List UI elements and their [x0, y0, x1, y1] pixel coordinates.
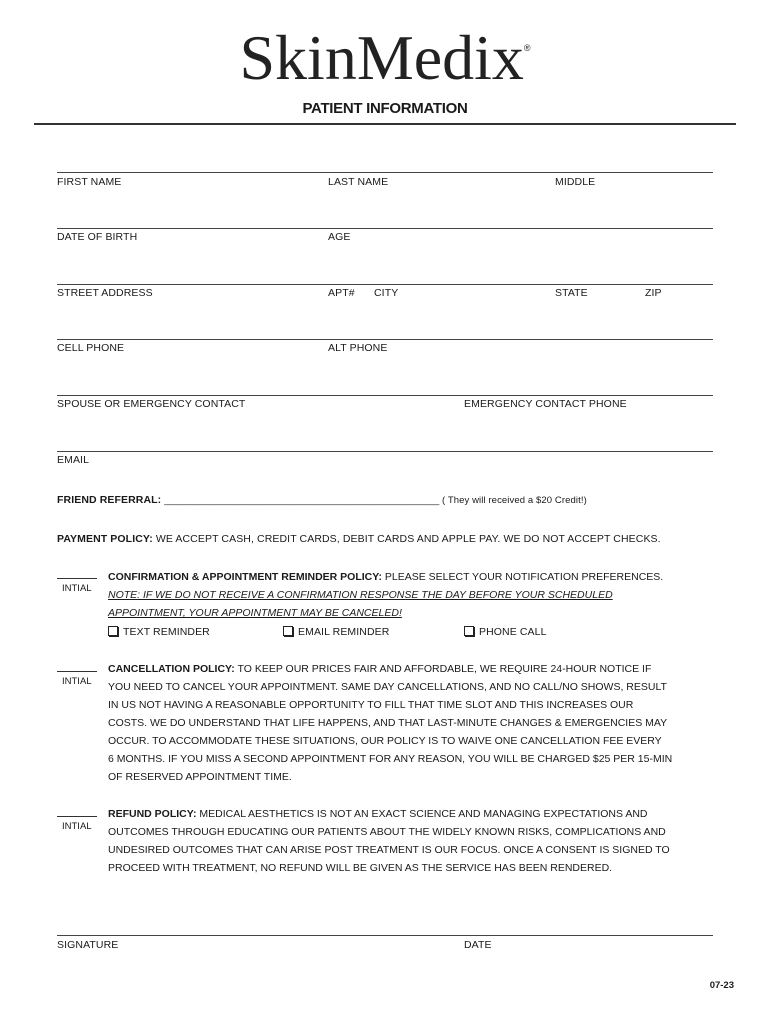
text-reminder-option[interactable]: TEXT REMINDER: [108, 626, 210, 638]
cancellation-line: OF RESERVED APPOINTMENT TIME.: [108, 771, 292, 783]
cancellation-line: TO KEEP OUR PRICES FAIR AND AFFORDABLE, WE REQUIRE 24-HOUR NOTICE IF: [234, 663, 652, 675]
emergency-contact-label: SPOUSE OR EMERGENCY CONTACT: [57, 398, 246, 410]
date-label: DATE: [464, 939, 492, 951]
phone-call-checkbox[interactable]: [464, 626, 474, 636]
signature-field-line[interactable]: [57, 935, 713, 936]
cancellation-line: YOU NEED TO CANCEL YOUR APPOINTMENT. SAME DAY CANCELLATIONS, AND NO CALL/NO SHOWS, RESULT: [108, 681, 667, 693]
confirmation-policy-label: CONFIRMATION & APPOINTMENT REMINDER POLICY:: [108, 571, 382, 583]
confirmation-note-line2: APPOINTMENT, YOUR APPOINTMENT MAY BE CANCELED!: [108, 607, 402, 619]
confirmation-policy-text: PLEASE SELECT YOUR NOTIFICATION PREFERENCES.: [381, 571, 664, 583]
payment-policy: [57, 533, 661, 545]
payment-policy-text: WE ACCEPT CASH, CREDIT CARDS, DEBIT CARDS AND APPLE PAY. WE DO NOT ACCEPT CHECKS.: [152, 533, 661, 545]
friend-referral: [57, 494, 587, 506]
first-name-label: FIRST NAME: [57, 176, 122, 188]
confirmation-initial-label: INTIAL: [62, 583, 92, 594]
confirmation-initial-line[interactable]: [57, 578, 97, 579]
confirmation-note-line1: NOTE: IF WE DO NOT RECEIVE A CONFIRMATION RESPONSE THE DAY BEFORE YOUR SCHEDULED: [108, 589, 613, 601]
cancellation-policy: [108, 660, 672, 786]
email-field-line[interactable]: [57, 451, 713, 452]
address-field-line[interactable]: [57, 284, 713, 285]
name-field-line[interactable]: [57, 172, 713, 173]
age-label: AGE: [328, 231, 351, 243]
phone-call-option[interactable]: PHONE CALL: [464, 626, 547, 638]
friend-referral-label: FRIEND REFERRAL:: [57, 494, 162, 506]
refund-policy: [108, 805, 670, 877]
dob-label: DATE OF BIRTH: [57, 231, 138, 243]
cancellation-line: 6 MONTHS. IF YOU MISS A SECOND APPOINTMENT FOR ANY REASON, YOU WILL BE CHARGED $25 PER 15-MIN: [108, 753, 673, 765]
email-label: EMAIL: [57, 454, 90, 466]
refund-policy-label: REFUND POLICY:: [108, 808, 197, 820]
friend-referral-blank[interactable]: ___________________________________________________________: [164, 495, 439, 505]
email-reminder-checkbox[interactable]: [283, 626, 293, 636]
text-reminder-checkbox[interactable]: [108, 626, 118, 636]
refund-initial-line[interactable]: [57, 816, 97, 817]
cancellation-line: IN US NOT HAVING A REASONABLE OPPORTUNITY TO FILL THAT TIME SLOT AND THIS INCREASES OUR: [108, 699, 634, 711]
emergency-phone-label: EMERGENCY CONTACT PHONE: [464, 398, 627, 410]
cancellation-initial-line[interactable]: [57, 671, 97, 672]
alt-phone-label: ALT PHONE: [328, 342, 388, 354]
refund-initial-label: INTIAL: [62, 821, 92, 832]
refund-line: UNDESIRED OUTCOMES THAT CAN ARISE POST TREATMENT IS OUR FOCUS. ONCE A CONSENT IS SIGNED TO: [108, 844, 670, 856]
dob-field-line[interactable]: [57, 228, 713, 229]
refund-line: OUTCOMES THROUGH EDUCATING OUR PATIENTS ABOUT THE WIDELY KNOWN RISKS, COMPLICATIONS AND: [108, 826, 666, 838]
confirmation-policy: [108, 568, 663, 622]
page-title: PATIENT INFORMATION: [302, 100, 468, 117]
header-divider: [34, 123, 736, 125]
middle-label: MIDDLE: [555, 176, 596, 188]
phone-field-line[interactable]: [57, 339, 713, 340]
form-version-code: 07-23: [709, 980, 734, 991]
email-reminder-option[interactable]: EMAIL REMINDER: [283, 626, 389, 638]
cancellation-line: COSTS. WE DO UNDERSTAND THAT LIFE HAPPENS, AND THAT LAST-MINUTE CHANGES & EMERGENCIES MAY: [108, 717, 668, 729]
apt-label: APT#: [328, 287, 355, 299]
cancellation-initial-label: INTIAL: [62, 676, 92, 687]
payment-policy-label: PAYMENT POLICY:: [57, 533, 153, 545]
last-name-label: LAST NAME: [328, 176, 389, 188]
cell-phone-label: CELL PHONE: [57, 342, 125, 354]
street-address-label: STREET ADDRESS: [57, 287, 153, 299]
cancellation-policy-label: CANCELLATION POLICY:: [108, 663, 235, 675]
emergency-field-line[interactable]: [57, 395, 713, 396]
skinmedix-logo: SkinMedix®: [239, 22, 531, 93]
city-label: CITY: [374, 287, 399, 299]
state-label: STATE: [555, 287, 588, 299]
friend-referral-note: ( They will received a $20 Credit!): [442, 495, 587, 506]
refund-line: MEDICAL AESTHETICS IS NOT AN EXACT SCIENCE AND MANAGING EXPECTATIONS AND: [196, 808, 648, 820]
cancellation-line: OCCUR. TO ACCOMMODATE THESE SITUATIONS, OUR POLICY IS TO WAIVE ONE CANCELLATION FEE EVERY: [108, 735, 662, 747]
signature-label: SIGNATURE: [57, 939, 119, 951]
zip-label: ZIP: [645, 287, 662, 299]
refund-line: PROCEED WITH TREATMENT, NO REFUND WILL BE GIVEN AS THE SERVICE HAS BEEN RENDERED.: [108, 862, 613, 874]
